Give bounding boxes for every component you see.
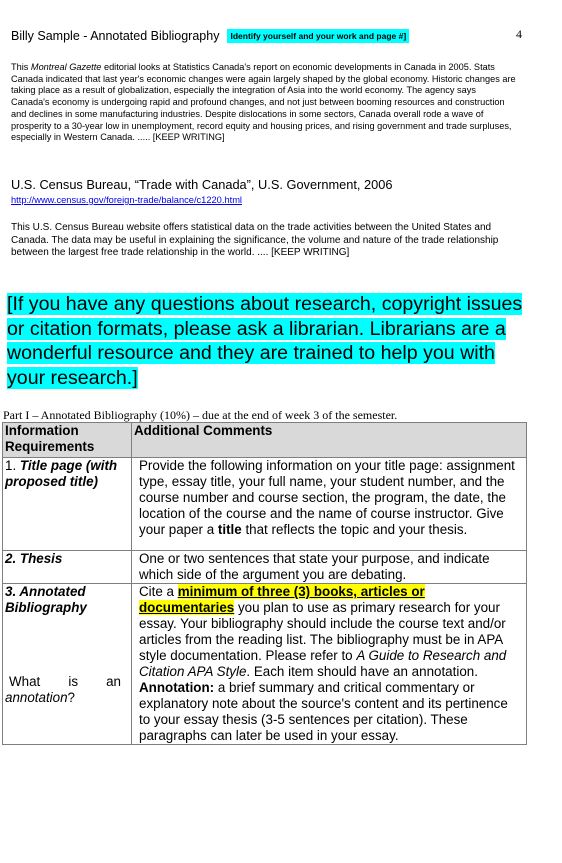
requirement-label: 3. Annotated Bibliography [5, 584, 87, 615]
annotation-question [5, 690, 127, 706]
column-header-requirements: Information Requirements [3, 423, 132, 458]
requirements-table [2, 422, 527, 745]
bold-term: title [217, 522, 242, 537]
librarian-note [7, 292, 527, 390]
text-span: Cite a [139, 584, 178, 599]
citation-heading: U.S. Census Bureau, “Trade with Canada”, U.S. Government, 2006 [11, 177, 393, 192]
highlighted-requirement: minimum of three (3) books, articles or documentaries [139, 584, 425, 615]
column-header-comments: Additional Comments [132, 423, 527, 458]
what-is-an-line [5, 674, 127, 690]
guide-title: A Guide to Research and Citation APA Style [139, 648, 507, 679]
requirement-label: Title page (with proposed title) [5, 458, 118, 489]
requirement-cell: 2. Thesis [3, 551, 132, 584]
item-number: 1. [5, 458, 20, 473]
text-span: editorial looks at Statistics Canada's report on economic developments in Canada in 2005. Stats Canada indicated that last year's economic changes were again largely shaped by the global economy. Historic changes are taking place as a result of globalization, especially the integration of Asia into the world economy. The agency says Canada's economy is undergoing rapid and profound changes, and not just between booming resources and construction and declines in some manufacturing industries. Despite dislocations in some sectors, Canada overall rode a wave of prosperity to a 30-year low in unemployment, record equity and housing prices, and rising government and trade surpluses, especially in Western Canada. ..... [KEEP WRITING] [11, 62, 516, 143]
comment-cell [132, 458, 527, 551]
table-row [3, 551, 527, 584]
text-span: a brief summary and critical commentary or explanatory note about the source's content and its pertinence to your essay thesis (3-5 sentences per citation). These paragraphs can later be used in your essay. [139, 680, 508, 743]
annotation-paragraph-2: This U.S. Census Bureau website offers statistical data on the trade activities between the United States and Canada. The data may be useful in explaining the significance, the volume and nature of the trade relationship between the largest free trade relationship in the world. .... [KEEP WRITING] [11, 222, 499, 258]
italic-term: annotation [5, 690, 68, 705]
document-title: Billy Sample - Annotated Bibliography [11, 28, 220, 43]
annotation-paragraph-1 [11, 62, 516, 144]
table-row [3, 458, 527, 551]
identify-note-highlight: Identify yourself and your work and page #] [227, 29, 409, 43]
text-span: . Each item should have an annotation. [246, 664, 478, 679]
requirement-cell [3, 584, 132, 745]
text-span: What [9, 674, 41, 689]
publication-name: Montreal Gazette [30, 62, 102, 72]
citation-url-link[interactable]: http://www.census.gov/foreign-trade/balance/c1220.html [11, 195, 243, 205]
comment-cell [132, 584, 527, 745]
librarian-note-highlight: [If you have any questions about research, copyright issues or citation formats, please ask a librarian. Librarians are a wonderful resource and they are trained to help you with your research.] [7, 293, 523, 389]
table-header-row [3, 423, 527, 458]
page-number: 4 [516, 27, 522, 41]
text-span: This [11, 62, 31, 72]
requirement-cell [3, 458, 132, 551]
text-span: is [68, 674, 79, 689]
part-heading: Part I – Annotated Bibliography (10%) – due at the end of week 3 of the semester. [3, 408, 398, 422]
annotation-label: Annotation: [139, 680, 215, 695]
text-span: ? [67, 690, 75, 705]
text-span: an [106, 674, 121, 689]
table-row [3, 584, 527, 745]
text-span: you plan to use as primary research for your essay. Your bibliography should include the course text and/or articles from the reading list. The bibliography must be in APA style documentation. Please refer to [139, 600, 506, 663]
comment-cell: One or two sentences that state your purpose, and indicate which side of the argument you are debating. [132, 551, 527, 584]
page-header [11, 27, 522, 45]
text-span: that reflects the topic and your thesis. [241, 522, 468, 537]
text-span: Provide the following information on your title page: assignment type, essay title, your full name, your student number, and the course number and course section, the program, the date, the location of the course and the name of course instructor. Give your paper a [139, 458, 515, 537]
